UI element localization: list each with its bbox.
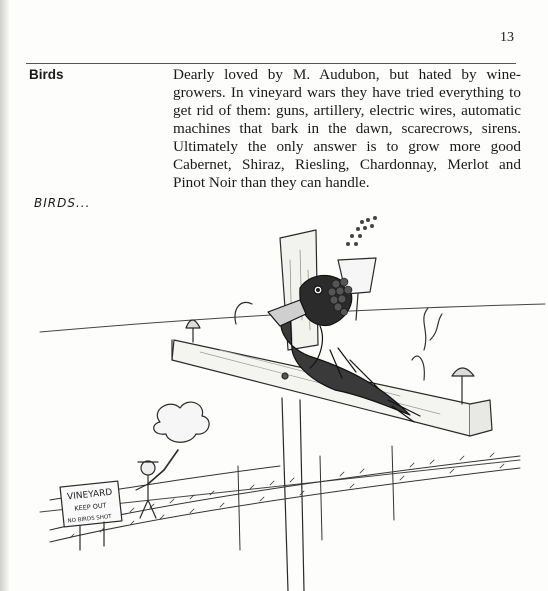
wine-glass-with-grapes xyxy=(328,216,377,320)
sign-line-keep-out: KEEP OUT xyxy=(73,501,107,513)
entry-term: Birds xyxy=(29,67,64,82)
smoke-cloud xyxy=(154,402,209,442)
illustration-caption: BIRDS... xyxy=(34,196,91,210)
page-number: 13 xyxy=(500,30,514,45)
sign-line-no-birds: NO BIRDS SHOT xyxy=(67,513,112,525)
bird-on-post-illustration xyxy=(0,200,548,591)
sign-line-vineyard: VINEYARD xyxy=(66,487,113,503)
entry-divider xyxy=(26,63,516,64)
vine-tendrils xyxy=(412,308,442,380)
vineyard-sign xyxy=(60,481,122,550)
entry-definition: Dearly loved by M. Audubon, but hated by wine-growers. In vineyard wars they have tried everything to get rid of them: guns, artillery, electric wires, automatic machines that bark in the dawn, scarecrows, sirens. Ultimately the only answer is to grow more good Cabernet, Shiraz, Riesling, Chardonnay, Merlot and Pinot Noir than they can handle. xyxy=(173,66,521,191)
